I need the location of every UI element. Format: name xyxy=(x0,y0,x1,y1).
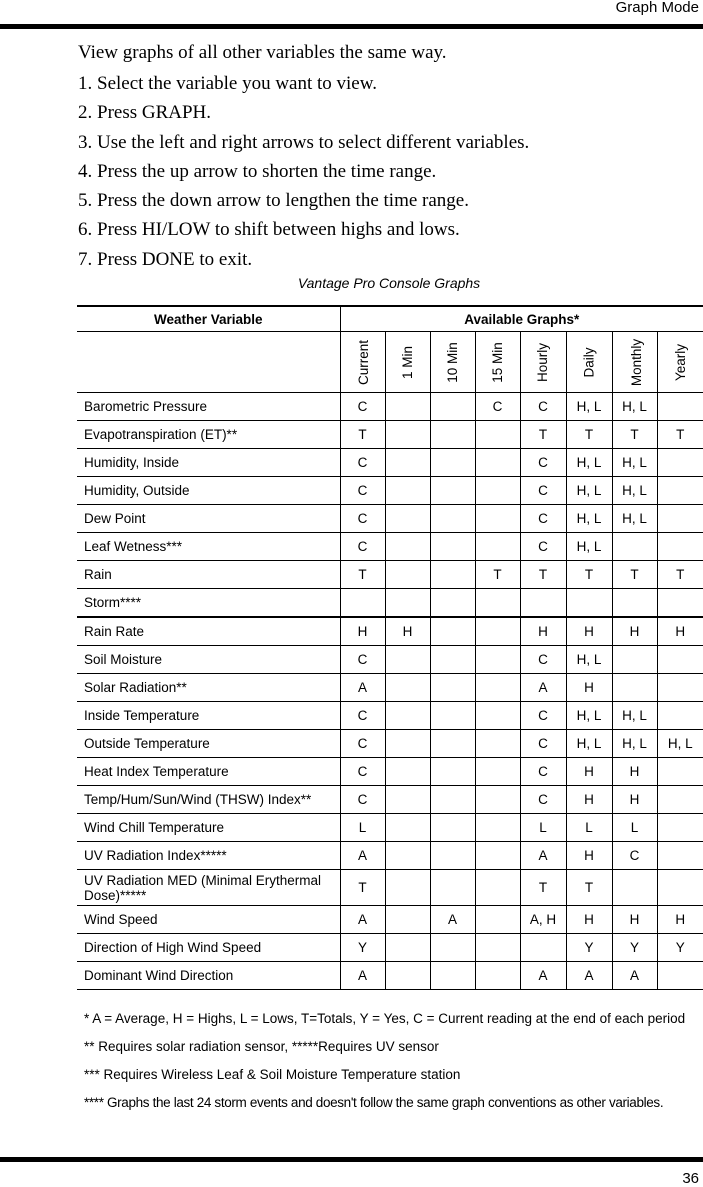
step-item: 5. Press the down arrow to lengthen the time range. xyxy=(78,190,469,212)
variable-name-cell: Wind Speed xyxy=(77,906,340,934)
table-row xyxy=(77,393,703,421)
graph-cell: L xyxy=(612,814,657,842)
graph-cell xyxy=(475,814,520,842)
graph-cell xyxy=(430,421,475,449)
graph-cell xyxy=(657,758,703,786)
graph-cell xyxy=(520,934,566,962)
graph-cell: T xyxy=(657,421,703,449)
graph-cell xyxy=(430,449,475,477)
graph-cell xyxy=(657,393,703,421)
variable-name-cell: Storm**** xyxy=(77,589,340,618)
variable-name-cell: Temp/Hum/Sun/Wind (THSW) Index** xyxy=(77,786,340,814)
graph-cell: H xyxy=(612,786,657,814)
variable-name-cell: Humidity, Inside xyxy=(77,449,340,477)
graph-cell xyxy=(385,786,430,814)
graph-cell xyxy=(385,674,430,702)
graph-cell: C xyxy=(340,533,385,561)
graph-cell: A xyxy=(340,674,385,702)
graph-cell xyxy=(430,505,475,533)
graph-cell: H, L xyxy=(657,730,703,758)
variable-name-cell: Dominant Wind Direction xyxy=(77,962,340,990)
blank-header-cell xyxy=(77,332,340,393)
graph-cell: A, H xyxy=(520,906,566,934)
graph-cell: C xyxy=(475,393,520,421)
variable-name-cell: Inside Temperature xyxy=(77,702,340,730)
table-row xyxy=(77,842,703,870)
graph-cell xyxy=(385,702,430,730)
graph-cell: C xyxy=(520,786,566,814)
graph-cell xyxy=(612,674,657,702)
graph-cell: L xyxy=(340,814,385,842)
graph-cell: C xyxy=(340,505,385,533)
graph-cell: T xyxy=(657,561,703,589)
graph-cell: T xyxy=(612,561,657,589)
graph-cell: H xyxy=(612,617,657,646)
table-row xyxy=(77,906,703,934)
graph-cell: A xyxy=(340,962,385,990)
graph-cell xyxy=(385,505,430,533)
table-footnote: *** Requires Wireless Leaf & Soil Moisture Temperature station xyxy=(84,1067,461,1082)
graph-cell xyxy=(430,393,475,421)
column-header xyxy=(385,332,430,393)
column-header-label: Yearly xyxy=(672,343,688,381)
step-item: 1. Select the variable you want to view. xyxy=(78,73,377,94)
graph-cell: H, L xyxy=(612,393,657,421)
graph-cell: T xyxy=(612,421,657,449)
graph-cell xyxy=(475,421,520,449)
graph-cell: Y xyxy=(612,934,657,962)
graph-cell: H, L xyxy=(566,646,612,674)
graph-cell xyxy=(385,758,430,786)
graph-cell xyxy=(430,561,475,589)
variable-name-cell: Direction of High Wind Speed xyxy=(77,934,340,962)
table-footnote: * A = Average, H = Highs, L = Lows, T=Totals, Y = Yes, C = Current reading at the end of each period xyxy=(84,1011,686,1026)
graph-cell: C xyxy=(340,449,385,477)
graph-cell: H xyxy=(657,906,703,934)
graph-cell: C xyxy=(340,393,385,421)
graph-cell: C xyxy=(520,758,566,786)
graph-cell xyxy=(430,934,475,962)
table-footnote: ** Requires solar radiation sensor, *****Requires UV sensor xyxy=(84,1039,439,1054)
graph-cell xyxy=(385,962,430,990)
graph-cell xyxy=(657,870,703,906)
graph-cell xyxy=(475,646,520,674)
table-row xyxy=(77,477,703,505)
graph-cell: T xyxy=(566,561,612,589)
graph-cell: A xyxy=(612,962,657,990)
graph-cell: C xyxy=(340,646,385,674)
table-header-row xyxy=(77,306,703,332)
graph-cell: C xyxy=(340,730,385,758)
graph-cell xyxy=(430,589,475,618)
graph-cell: T xyxy=(520,561,566,589)
table-row xyxy=(77,786,703,814)
graph-cell: C xyxy=(340,786,385,814)
graph-cell xyxy=(430,533,475,561)
graph-cell xyxy=(475,617,520,646)
graph-cell: C xyxy=(612,842,657,870)
variable-name-cell: Humidity, Outside xyxy=(77,477,340,505)
graph-cell xyxy=(475,758,520,786)
graph-cell xyxy=(657,786,703,814)
graph-cell: A xyxy=(340,842,385,870)
graph-cell: Y xyxy=(340,934,385,962)
table-row xyxy=(77,934,703,962)
table-row xyxy=(77,505,703,533)
graph-cell: C xyxy=(340,758,385,786)
graph-cell xyxy=(430,758,475,786)
step-item: 7. Press DONE to exit. xyxy=(78,248,253,270)
step-item: 6. Press HI/LOW to shift between highs and lows. xyxy=(78,219,460,241)
graph-cell xyxy=(475,505,520,533)
table-row xyxy=(77,449,703,477)
graph-cell xyxy=(430,674,475,702)
graph-cell xyxy=(475,730,520,758)
graph-cell xyxy=(657,674,703,702)
graph-cell xyxy=(475,533,520,561)
graph-cell: T xyxy=(340,870,385,906)
graph-cell xyxy=(475,786,520,814)
graph-cell: H, L xyxy=(566,730,612,758)
table-row xyxy=(77,533,703,561)
column-header-label: 10 Min xyxy=(445,341,460,383)
graph-cell: Y xyxy=(657,934,703,962)
graph-cell: C xyxy=(520,477,566,505)
graph-cell xyxy=(612,533,657,561)
graph-cell xyxy=(657,702,703,730)
table-row xyxy=(77,730,703,758)
graph-cell: A xyxy=(520,674,566,702)
graph-cell: T xyxy=(340,561,385,589)
graph-cell: H xyxy=(566,842,612,870)
graph-cell xyxy=(657,505,703,533)
graph-cell xyxy=(475,906,520,934)
graph-cell: H xyxy=(612,906,657,934)
table-row xyxy=(77,561,703,589)
graph-cell: A xyxy=(520,962,566,990)
table-row xyxy=(77,421,703,449)
graph-cell: A xyxy=(566,962,612,990)
graph-cell: H xyxy=(566,906,612,934)
variable-name-cell: Wind Chill Temperature xyxy=(77,814,340,842)
steps-list xyxy=(78,72,529,277)
variable-name-cell: Evapotranspiration (ET)** xyxy=(77,421,340,449)
graph-cell xyxy=(385,870,430,906)
graph-cell xyxy=(430,617,475,646)
graph-cell xyxy=(475,477,520,505)
variable-name-cell: Rain Rate xyxy=(77,617,340,646)
graph-cell: C xyxy=(520,505,566,533)
graph-cell xyxy=(657,477,703,505)
graph-cell: Y xyxy=(566,934,612,962)
page-number: 36 xyxy=(682,1170,699,1187)
column-header-label: Daily xyxy=(581,346,597,378)
graph-cell: H, L xyxy=(566,505,612,533)
graph-cell: T xyxy=(566,870,612,906)
graph-cell xyxy=(430,814,475,842)
table-row xyxy=(77,758,703,786)
table-row xyxy=(77,870,703,906)
graph-cell: H xyxy=(566,674,612,702)
column-header xyxy=(430,332,475,393)
graph-cell xyxy=(385,906,430,934)
graph-cell: H, L xyxy=(566,449,612,477)
graph-cell xyxy=(385,730,430,758)
graph-cell xyxy=(657,842,703,870)
graph-cell: H, L xyxy=(566,533,612,561)
column-header-label: 15 Min xyxy=(490,341,505,383)
graph-cell xyxy=(430,842,475,870)
graph-cell xyxy=(385,561,430,589)
graph-cell xyxy=(657,646,703,674)
graph-cell: C xyxy=(340,477,385,505)
graph-cell: H xyxy=(520,617,566,646)
graph-cell: C xyxy=(520,646,566,674)
graph-cell: L xyxy=(520,814,566,842)
variable-name-cell: Heat Index Temperature xyxy=(77,758,340,786)
graph-cell xyxy=(657,962,703,990)
graph-cell xyxy=(430,962,475,990)
graph-cell: T xyxy=(520,421,566,449)
variable-name-cell: UV Radiation MED (Minimal Erythermal Dose)***** xyxy=(77,870,340,906)
graph-cell xyxy=(612,646,657,674)
graph-cell: T xyxy=(340,421,385,449)
graph-cell: T xyxy=(566,421,612,449)
column-header xyxy=(520,332,566,393)
graph-cell: A xyxy=(520,842,566,870)
graph-cell: H, L xyxy=(566,393,612,421)
column-header-row xyxy=(77,332,703,393)
graph-cell xyxy=(430,477,475,505)
graph-cell: H xyxy=(566,758,612,786)
table-footnote: **** Graphs the last 24 storm events and doesn't follow the same graph conventions as other variables. xyxy=(84,1095,664,1110)
graph-cell xyxy=(385,393,430,421)
graph-cell xyxy=(340,589,385,618)
graph-cell xyxy=(385,814,430,842)
table-row xyxy=(77,962,703,990)
graph-cell: C xyxy=(520,730,566,758)
column-header-label: 1 Min xyxy=(399,345,415,379)
graph-cell xyxy=(430,702,475,730)
available-graphs-header: Available Graphs* xyxy=(340,306,703,332)
graph-cell: H, L xyxy=(612,730,657,758)
graph-cell: H xyxy=(566,786,612,814)
graph-cell xyxy=(475,934,520,962)
weather-variable-header: Weather Variable xyxy=(77,306,340,332)
variable-name-cell: Barometric Pressure xyxy=(77,393,340,421)
column-header-label: Monthly xyxy=(628,338,644,386)
graph-cell: H, L xyxy=(612,477,657,505)
table-row xyxy=(77,814,703,842)
graph-cell xyxy=(475,842,520,870)
graph-cell xyxy=(385,477,430,505)
graph-cell xyxy=(385,589,430,618)
graph-cell xyxy=(475,702,520,730)
graph-cell: C xyxy=(520,533,566,561)
graph-cell: L xyxy=(566,814,612,842)
graph-cell: H xyxy=(340,617,385,646)
graph-cell xyxy=(657,814,703,842)
graph-cell xyxy=(385,421,430,449)
step-item: 4. Press the up arrow to shorten the time range. xyxy=(78,160,437,182)
graph-cell: C xyxy=(520,702,566,730)
variable-name-cell: Soil Moisture xyxy=(77,646,340,674)
graph-cell: H xyxy=(612,758,657,786)
graph-cell xyxy=(566,589,612,618)
graph-cell: T xyxy=(520,870,566,906)
graph-cell xyxy=(385,449,430,477)
column-header xyxy=(657,332,703,393)
variable-name-cell: Solar Radiation** xyxy=(77,674,340,702)
graph-cell xyxy=(612,589,657,618)
step-item: 2. Press GRAPH. xyxy=(78,102,212,124)
variable-name-cell: Dew Point xyxy=(77,505,340,533)
graph-cell xyxy=(430,730,475,758)
column-header xyxy=(475,332,520,393)
graph-cell xyxy=(612,870,657,906)
graph-cell: H, L xyxy=(612,505,657,533)
graph-cell: H xyxy=(385,617,430,646)
table-caption: Vantage Pro Console Graphs xyxy=(297,275,481,291)
graph-cell xyxy=(657,589,703,618)
graph-cell xyxy=(385,934,430,962)
graph-cell: C xyxy=(520,449,566,477)
table-row xyxy=(77,702,703,730)
graph-cell: C xyxy=(520,393,566,421)
graph-cell xyxy=(430,786,475,814)
graph-cell xyxy=(430,646,475,674)
graph-cell xyxy=(475,449,520,477)
column-header xyxy=(340,332,385,393)
variable-name-cell: UV Radiation Index***** xyxy=(77,842,340,870)
column-header-label: Current xyxy=(355,339,371,385)
graph-cell: C xyxy=(340,702,385,730)
graph-cell: A xyxy=(430,906,475,934)
graph-cell xyxy=(657,449,703,477)
graph-cell xyxy=(475,962,520,990)
graph-cell: H xyxy=(566,617,612,646)
graph-cell xyxy=(475,674,520,702)
graph-cell: H, L xyxy=(612,449,657,477)
footer-rule xyxy=(0,1157,703,1162)
graph-cell: H, L xyxy=(566,702,612,730)
column-header-label: Hourly xyxy=(535,342,551,382)
table-row xyxy=(77,617,703,646)
graph-cell xyxy=(475,589,520,618)
graph-cell: H, L xyxy=(612,702,657,730)
intro-paragraph: View graphs of all other variables the same way. xyxy=(78,42,447,63)
variable-name-cell: Outside Temperature xyxy=(77,730,340,758)
step-item: 3. Use the left and right arrows to select different variables. xyxy=(78,131,530,153)
graph-cell xyxy=(475,870,520,906)
graph-cell xyxy=(385,842,430,870)
table-row xyxy=(77,674,703,702)
variable-name-cell: Rain xyxy=(77,561,340,589)
table-row xyxy=(77,646,703,674)
column-header xyxy=(612,332,657,393)
graph-cell: A xyxy=(340,906,385,934)
column-header xyxy=(566,332,612,393)
graph-cell xyxy=(430,870,475,906)
variable-name-cell: Leaf Wetness*** xyxy=(77,533,340,561)
table-row xyxy=(77,589,703,618)
running-header: Graph Mode xyxy=(615,0,699,16)
graph-cell: T xyxy=(475,561,520,589)
graph-cell xyxy=(657,533,703,561)
graph-cell: H xyxy=(657,617,703,646)
console-graphs-table xyxy=(77,305,703,990)
graph-cell: H, L xyxy=(566,477,612,505)
header-rule xyxy=(0,24,703,29)
graph-cell xyxy=(385,646,430,674)
graph-cell xyxy=(385,533,430,561)
graph-cell xyxy=(520,589,566,618)
